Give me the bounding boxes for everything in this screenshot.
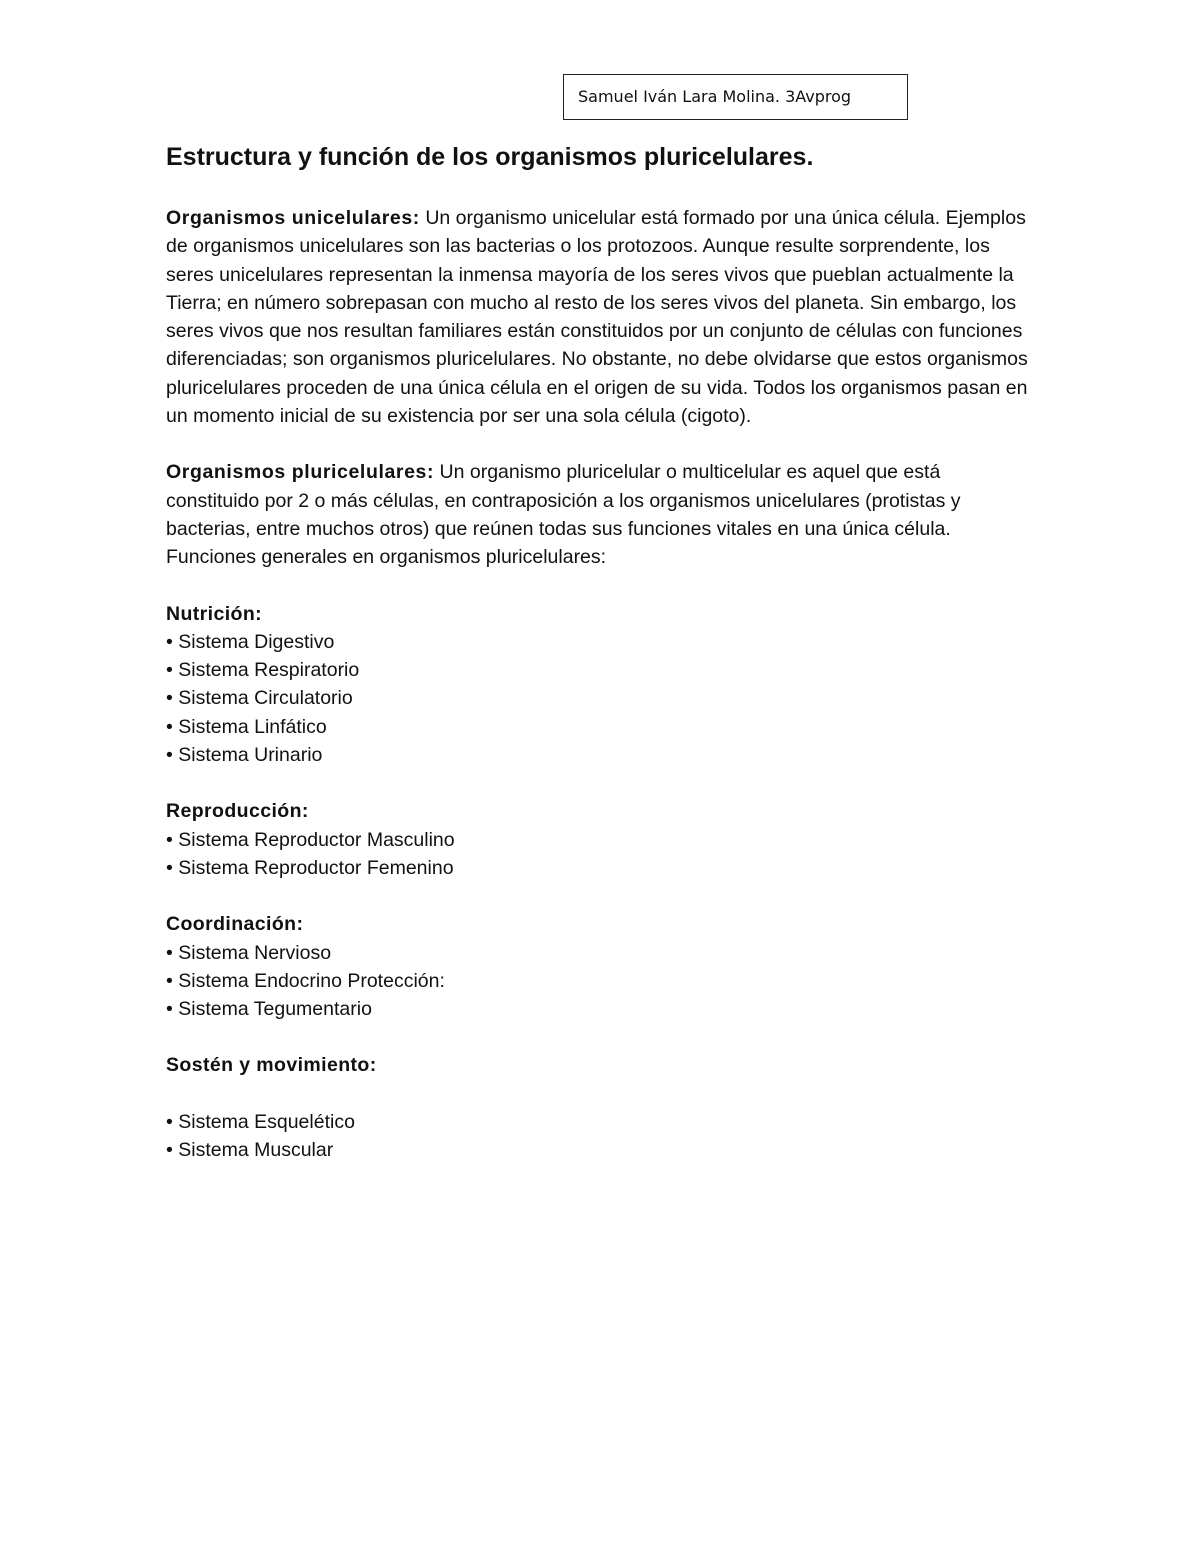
list-item: • Sistema Linfático xyxy=(166,713,1036,741)
list-item: • Sistema Digestivo xyxy=(166,628,1036,656)
list-sosten xyxy=(166,1108,1036,1165)
text-unicelulares: Un organismo unicelular está formado por una única célula. Ejemplos de organismos unicelulares son las bacterias o los protozoos. Aunque resulte sorprendente, los seres unicelulares representan la inmensa mayoría de los seres vivos que pueblan actualmente la Tierra; en número sobrepasan con mucho al resto de los seres vivos del planeta. Sin embargo, los seres vivos que nos resultan familiares están constituidos por un conjunto de células con funciones diferenciadas; son organismos pluricelulares. No obstante, no debe olvidarse que estos organismos pluricelulares proceden de una única célula en el origen de su vida. Todos los organismos pasan en un momento inicial de su existencia por ser una sola célula (cigoto). xyxy=(166,207,1028,428)
list-item: • Sistema Respiratorio xyxy=(166,656,1036,684)
list-item: • Sistema Reproductor Masculino xyxy=(166,826,1036,854)
list-item: • Sistema Reproductor Femenino xyxy=(166,854,1036,882)
paragraph-pluricelulares xyxy=(166,458,1036,571)
section-heading-sosten: Sostén y movimiento: xyxy=(166,1054,377,1077)
label-unicelulares: Organismos unicelulares: xyxy=(166,207,420,229)
list-coordinacion xyxy=(166,939,1036,1024)
section-heading-coordinacion: Coordinación: xyxy=(166,913,304,936)
section-heading-nutricion: Nutrición: xyxy=(166,602,263,625)
list-item: • Sistema Circulatorio xyxy=(166,684,1036,712)
list-reproduccion xyxy=(166,826,1036,883)
document-body xyxy=(166,140,1036,1192)
section-heading-reproduccion: Reproducción: xyxy=(166,800,309,823)
list-item: • Sistema Endocrino Protección: xyxy=(166,967,1036,995)
label-pluricelulares: Organismos pluricelulares: xyxy=(166,461,435,484)
paragraph-unicelulares xyxy=(166,204,1036,430)
list-item: • Sistema Muscular xyxy=(166,1136,1036,1164)
list-item: • Sistema Tegumentario xyxy=(166,995,1036,1023)
list-item: • Sistema Esquelético xyxy=(166,1108,1036,1136)
author-box: Samuel Iván Lara Molina. 3Avprog xyxy=(563,74,908,120)
blank-line xyxy=(166,1080,1036,1108)
list-item: • Sistema Urinario xyxy=(166,741,1036,769)
list-item: • Sistema Nervioso xyxy=(166,939,1036,967)
text-pluricelulares: Un organismo pluricelular o multicelular es aquel que está constituido por 2 o más células, en contraposición a los organismos unicelulares (protistas y bacterias, entre muchos otros) que reúnen todas sus funciones vitales en una única célula. Funciones generales en organismos pluricelulares: xyxy=(166,461,961,569)
document-title: Estructura y función de los organismos pluricelulares. xyxy=(166,143,814,171)
list-nutricion xyxy=(166,628,1036,769)
